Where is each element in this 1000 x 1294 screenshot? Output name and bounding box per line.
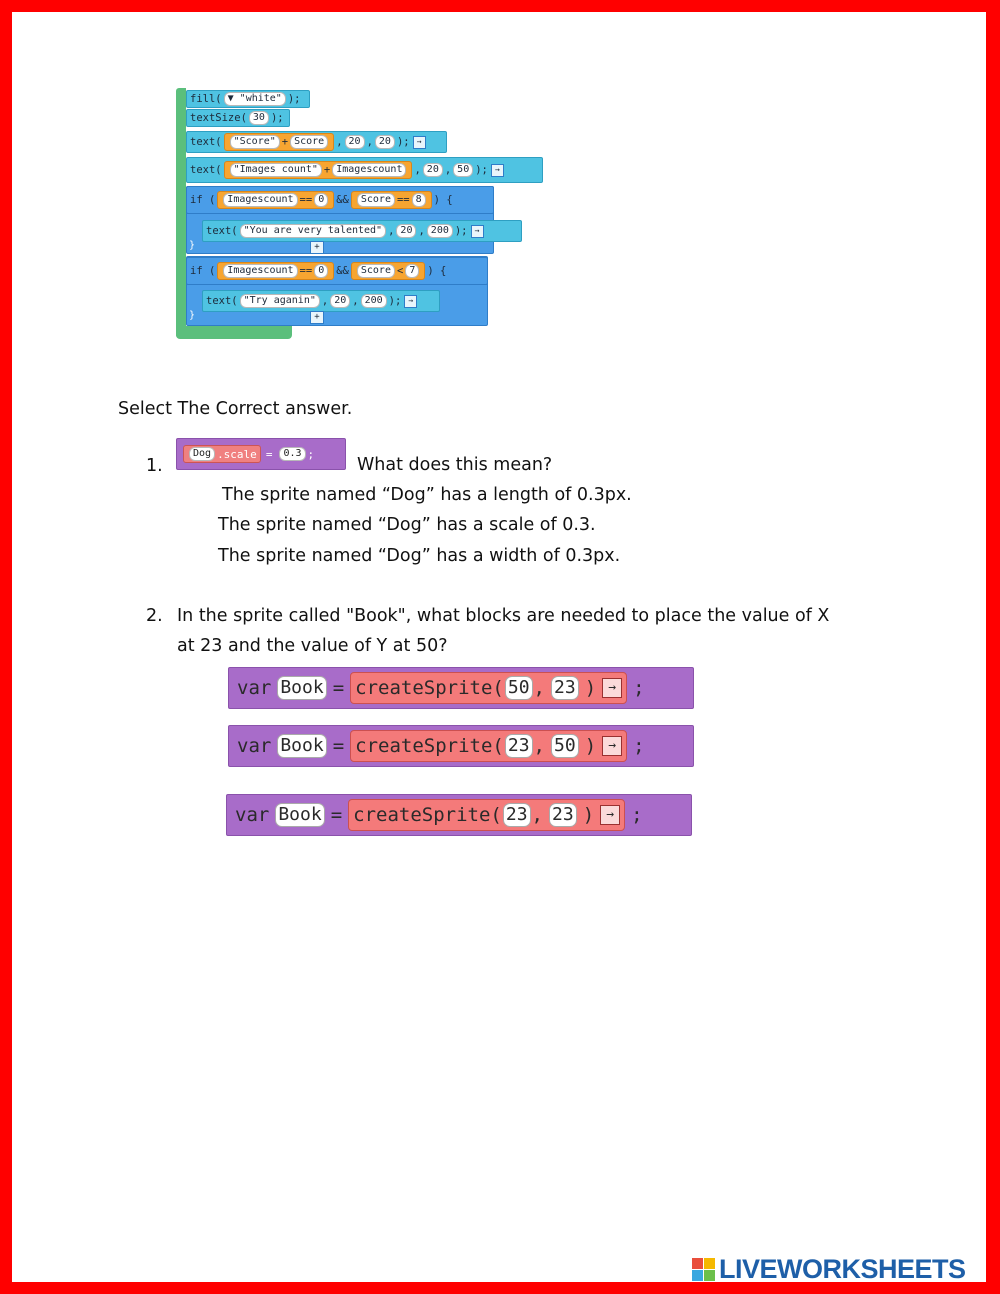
function-name: createSprite(: [355, 677, 504, 699]
string-chip[interactable]: "Images count": [230, 163, 322, 177]
text-talented-block: text( "You are very talented" , 20 , 200 ); →: [202, 220, 522, 242]
text-keyword: text(: [190, 136, 222, 148]
string-chip[interactable]: "Try aganin": [240, 294, 320, 308]
x-value[interactable]: 20: [396, 224, 416, 238]
arrow-icon[interactable]: →: [602, 678, 622, 698]
text-end: );: [454, 225, 468, 237]
variable-name-chip[interactable]: Book: [277, 676, 326, 700]
instructions: Select The Correct answer.: [118, 399, 353, 419]
if-keyword: if (: [190, 194, 216, 206]
condition-expression: [217, 262, 334, 280]
fill-block: [186, 90, 310, 108]
if-condition-1: [186, 186, 494, 214]
statement-end: ;: [633, 677, 645, 699]
arrow-icon[interactable]: →: [413, 136, 426, 149]
var-keyword: var: [237, 735, 272, 757]
and-operator: &&: [336, 265, 349, 277]
y-value[interactable]: 200: [427, 224, 453, 238]
event-rail-foot: [176, 326, 292, 339]
text-end: );: [396, 136, 410, 148]
q2-number: 2.: [146, 606, 163, 626]
operator: <: [396, 265, 404, 277]
value-chip[interactable]: 0: [314, 264, 328, 278]
q2-question-line-1: In the sprite called "Book", what blocks are needed to place the value of X: [177, 606, 830, 626]
comma: ,: [531, 804, 543, 826]
block-end: ;: [307, 447, 315, 461]
var-keyword: var: [235, 804, 270, 826]
arrow-icon[interactable]: →: [600, 805, 620, 825]
q2-option-1[interactable]: [228, 667, 694, 709]
logo-squares-icon: [692, 1258, 715, 1281]
q2-option-2[interactable]: [228, 725, 694, 767]
x-argument[interactable]: 23: [503, 803, 531, 827]
fill-color-chip[interactable]: [224, 92, 286, 106]
if-end: ) {: [433, 194, 453, 206]
plus-operator: +: [323, 164, 331, 176]
variable-name-chip[interactable]: Book: [277, 734, 326, 758]
fill-color-value: "white": [239, 93, 282, 104]
arrow-icon[interactable]: →: [471, 225, 484, 238]
text-keyword: text(: [206, 295, 238, 307]
textsize-end: );: [270, 112, 284, 124]
comma: ,: [533, 735, 545, 757]
close-brace: }: [189, 310, 196, 321]
variable-chip[interactable]: Score: [357, 193, 395, 207]
text-score-block: text( "Score" + Score , 20 , 20 ); →: [186, 131, 447, 153]
variable-chip[interactable]: Imagescount: [332, 163, 406, 177]
q1-question: What does this mean?: [357, 455, 553, 475]
variable-chip[interactable]: Score: [357, 264, 395, 278]
x-value[interactable]: 20: [345, 135, 365, 149]
equals-sign: =: [330, 804, 343, 826]
scale-value-chip[interactable]: 0.3: [279, 447, 305, 461]
variable-name-chip[interactable]: Book: [275, 803, 324, 827]
y-value[interactable]: 50: [453, 163, 473, 177]
text-keyword: text(: [206, 225, 238, 237]
condition-expression: [217, 191, 334, 209]
logo-text: LIVEWORKSHEETS: [719, 1253, 966, 1284]
create-sprite-call: [348, 799, 625, 831]
q1-option-3[interactable]: The sprite named “Dog” has a width of 0.3px.: [218, 546, 621, 566]
equals-sign: =: [265, 447, 273, 461]
textsize-keyword: textSize(: [190, 112, 247, 124]
arrow-icon[interactable]: →: [491, 164, 504, 177]
function-name: createSprite(: [353, 804, 502, 826]
close-paren: ): [584, 735, 597, 757]
value-chip[interactable]: 8: [412, 193, 426, 207]
equals-sign: =: [332, 677, 345, 699]
fill-keyword: fill(: [190, 93, 222, 105]
function-name: createSprite(: [355, 735, 504, 757]
sprite-property: [183, 445, 261, 463]
x-argument[interactable]: 50: [505, 676, 533, 700]
text-end: );: [388, 295, 402, 307]
x-value[interactable]: 20: [330, 294, 350, 308]
arrow-icon[interactable]: →: [602, 736, 622, 756]
if-end: ) {: [427, 265, 447, 277]
operator: ==: [299, 265, 313, 277]
if-keyword: if (: [190, 265, 216, 277]
string-chip[interactable]: "Score": [230, 135, 280, 149]
create-sprite-call: [350, 730, 627, 762]
q1-number: 1.: [146, 456, 163, 476]
sprite-name-chip[interactable]: Dog: [189, 447, 215, 461]
condition-expression: [351, 191, 432, 209]
add-else-icon[interactable]: +: [310, 241, 324, 254]
liveworksheets-logo: [692, 1253, 966, 1285]
event-rail: [176, 88, 186, 338]
variable-chip[interactable]: Score: [290, 135, 328, 149]
add-else-icon[interactable]: +: [310, 311, 324, 324]
text-keyword: text(: [190, 164, 222, 176]
x-argument[interactable]: 23: [505, 734, 533, 758]
statement-end: ;: [633, 735, 645, 757]
property-name: .scale: [217, 447, 257, 461]
condition-expression: [351, 262, 425, 280]
text-end: );: [475, 164, 488, 176]
value-chip[interactable]: 7: [405, 264, 419, 278]
equals-sign: =: [332, 735, 345, 757]
concat-expression: [224, 133, 335, 151]
var-keyword: var: [237, 677, 272, 699]
q1-option-2[interactable]: The sprite named “Dog” has a scale of 0.3.: [218, 515, 596, 535]
string-chip[interactable]: "You are very talented": [240, 224, 386, 238]
y-value[interactable]: 200: [361, 294, 387, 308]
comma: ,: [533, 677, 545, 699]
create-sprite-call: [350, 672, 627, 704]
variable-chip[interactable]: Imagescount: [223, 264, 297, 278]
q2-option-3[interactable]: [226, 794, 692, 836]
operator: ==: [396, 194, 410, 206]
and-operator: &&: [336, 194, 349, 206]
code-program: [176, 86, 556, 346]
y-argument[interactable]: 50: [551, 734, 579, 758]
if-condition-2: [186, 257, 488, 285]
y-argument[interactable]: 23: [549, 803, 577, 827]
arrow-icon[interactable]: →: [404, 295, 417, 308]
q2-question-line-2: at 23 and the value of Y at 50?: [177, 636, 448, 656]
fill-end: );: [287, 93, 301, 105]
plus-operator: +: [281, 136, 289, 148]
textsize-value[interactable]: 30: [249, 111, 269, 125]
y-argument[interactable]: 23: [551, 676, 579, 700]
text-images-block: text( "Images count" + Imagescount , 20 , 50 ); →: [186, 157, 543, 183]
variable-chip[interactable]: Imagescount: [223, 193, 297, 207]
x-value[interactable]: 20: [423, 163, 443, 177]
y-value[interactable]: 20: [375, 135, 395, 149]
concat-expression: [224, 161, 413, 179]
q1-option-1[interactable]: The sprite named “Dog” has a length of 0.3px.: [222, 485, 632, 505]
value-chip[interactable]: 0: [314, 193, 328, 207]
operator: ==: [299, 194, 313, 206]
text-try-block: text( "Try aganin" , 20 , 200 ); →: [202, 290, 440, 312]
statement-end: ;: [631, 804, 643, 826]
dropdown-icon: ▼: [227, 93, 234, 104]
close-paren: ): [582, 804, 595, 826]
q1-scale-block: [176, 438, 346, 470]
close-brace: }: [189, 240, 196, 251]
textsize-block: [186, 109, 290, 127]
close-paren: ): [584, 677, 597, 699]
